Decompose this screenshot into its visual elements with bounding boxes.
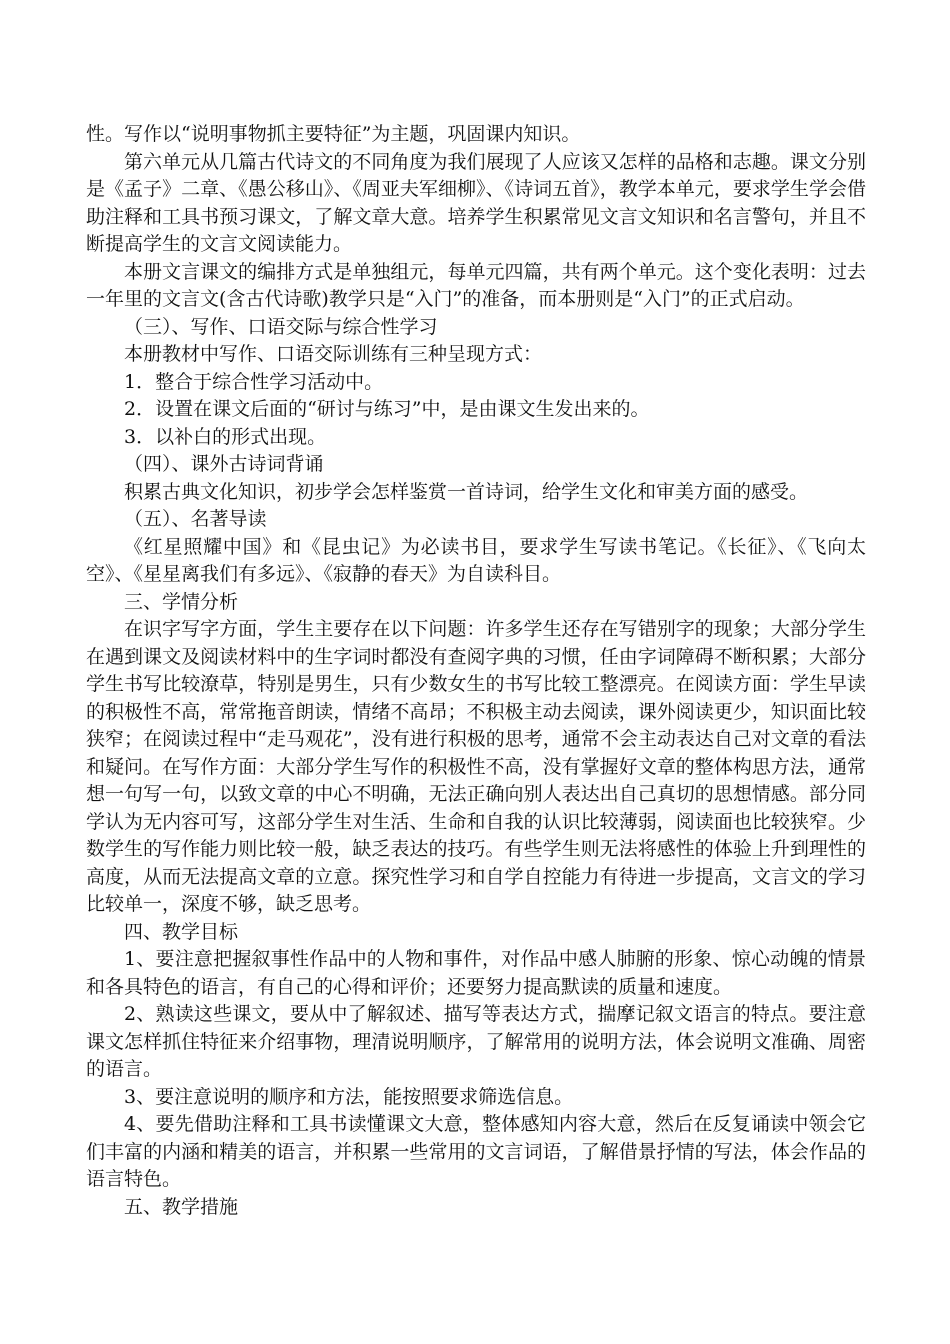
paragraph-student-analysis: 在识字写字方面，学生主要存在以下问题：许多学生还存在写错别字的现象；大部分学生在遇到课文及阅读材料中的生字词时都没有查阅字典的习惯，任由字词障碍不断积累；大部分学生书写比较潦草，特别是男生，只有少数女生的书写比较工整漂亮。在阅读方面：学生早读的积极性不高，常常拖音朗读，情绪不高昂；不积极主动去阅读，课外阅读更少，知识面比较狭窄；在阅读过程中“走马观花”，没有进行积极的思考，通常不会主动表达自己对文章的看法和疑问。在写作方面：大部分学生写作的积极性不高，没有掌握好文章的整体构思方法，通常想一句写一句，以致文章的中心不明确，无法正确向别人表达出自己真切的思想情感。部分同学认为无内容可写，这部分学生对生活、生命和自我的认识比较薄弱，阅读面也比较狭窄。少数学生的写作能力则比较一般，缺乏表达的技巧。有些学生则无法将感性的体验上升到理性的高度，从而无法提高文章的立意。探究性学习和自学自控能力有待进一步提高，文言文的学习比较单一，深度不够，缺乏思考。	[86, 618, 866, 915]
section-heading-teaching-measures: 五、教学措施	[124, 1195, 239, 1218]
list-item: 2、熟读这些课文，要从中了解叙述、描写等表达方式，揣摩记叙文语言的特点。要注意课文怎样抓住特征来介绍事物，理清说明顺序，了解常用的说明方法，体会说明文准确、周密的语言。	[86, 1003, 866, 1080]
list-item: 3、要注意说明的顺序和方法，能按照要求筛选信息。	[124, 1085, 574, 1108]
list-item: 1、要注意把握叙事性作品中的人物和事件，对作品中感人肺腑的形象、惊心动魄的情景和各具特色的语言，有自己的心得和评价；还要努力提高默读的质量和速度。	[86, 948, 866, 998]
section-heading-teaching-goals: 四、教学目标	[124, 920, 239, 943]
section-heading-classics: （五）、名著导读	[124, 508, 267, 530]
list-item: 2．设置在课文后面的“研讨与练习”中，是由课文生发出来的。	[124, 398, 650, 420]
paragraph-classics: 《红星照耀中国》和《昆虫记》为必读书目，要求学生写读书笔记。《长征》、《飞向太空》、《星星离我们有多远》、《寂静的春天》为自读科目。	[86, 535, 866, 585]
paragraph-continuation: 性。写作以“说明事物抓主要特征”为主题，巩固课内知识。	[86, 123, 581, 145]
section-heading-writing: （三）、写作、口语交际与综合性学习	[124, 315, 438, 338]
paragraph-writing-intro: 本册教材中写作、口语交际训练有三种呈现方式：	[124, 343, 543, 365]
section-heading-poetry: （四）、课外古诗词背诵	[124, 453, 324, 475]
document-page	[86, 121, 866, 1221]
section-heading-student-analysis: 三、学情分析	[124, 590, 239, 613]
paragraph-poetry: 积累古典文化知识，初步学会怎样鉴赏一首诗词，给学生文化和审美方面的感受。	[124, 480, 809, 503]
paragraph-classical-arrangement: 本册文言课文的编排方式是单独组元，每单元四篇，共有两个单元。这个变化表明：过去一年里的文言文(含古代诗歌)教学只是“入门”的准备，而本册则是“入门”的正式启动。	[86, 260, 866, 310]
list-item: 1．整合于综合性学习活动中。	[124, 370, 384, 393]
list-item: 4、要先借助注释和工具书读懂课文大意，整体感知内容大意，然后在反复诵读中领会它们丰富的内涵和精美的语言，并积累一些常用的文言词语，了解借景抒情的写法，体会作品的语言特色。	[86, 1113, 866, 1190]
list-item: 3．以补白的形式出现。	[124, 425, 327, 448]
paragraph-unit-six: 第六单元从几篇古代诗文的不同角度为我们展现了人应该又怎样的品格和志趣。课文分别是《孟子》二章、《愚公移山》、《周亚夫军细柳》、《诗词五首》，教学本单元，要求学生学会借助注释和工具书预习课文，了解文章大意。培养学生积累常见文言文知识和名言警句，并且不断提高学生的文言文阅读能力。	[86, 150, 866, 255]
